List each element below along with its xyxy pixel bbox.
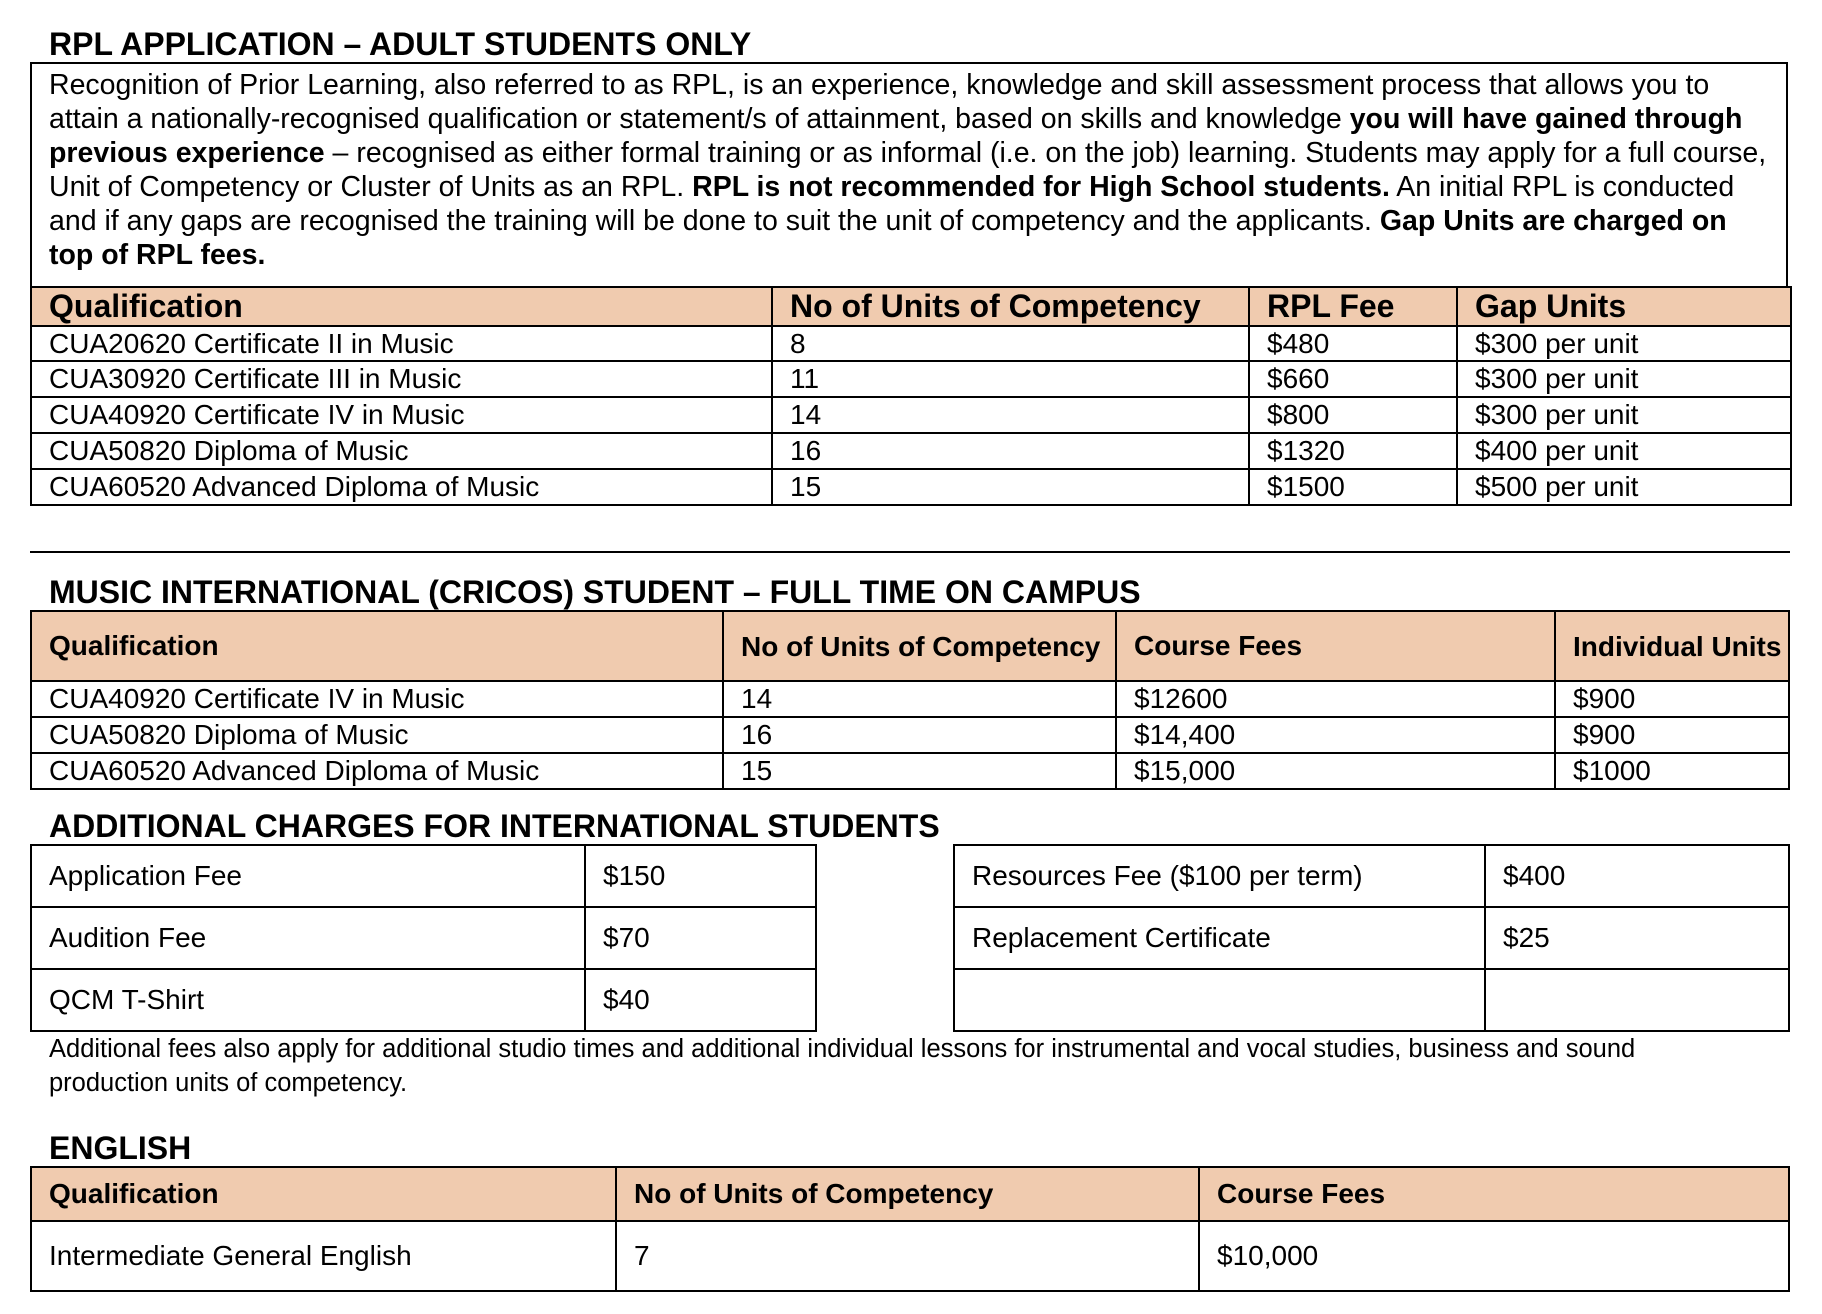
fee-cell: $480 <box>1249 326 1457 361</box>
table-row <box>31 433 1791 469</box>
table-row <box>31 753 1789 789</box>
charge-amount: $150 <box>585 845 816 907</box>
international-header-units: No of Units of Competency <box>723 611 1116 681</box>
table-row <box>31 907 816 969</box>
individual-unit-cell: $1000 <box>1555 753 1789 789</box>
international-header-individual: Individual Units <box>1555 611 1789 681</box>
fee-cell: $800 <box>1249 397 1457 433</box>
charge-label: QCM T-Shirt <box>31 969 585 1031</box>
international-header-row <box>31 611 1789 681</box>
english-title: ENGLISH <box>49 1130 192 1166</box>
charge-label: Audition Fee <box>31 907 585 969</box>
rpl-intro-text-2: – recognised as either formal training or as informal (i.e. on the job) learning. Students may apply for a full course, Unit of Competency or Cluster of Units as an RPL. <box>49 137 1767 203</box>
qualification-cell: CUA30920 Certificate III in Music <box>31 361 772 397</box>
units-cell: 15 <box>723 753 1116 789</box>
course-fee-cell: $12600 <box>1116 681 1555 717</box>
additional-charges-right-table <box>953 844 1790 1032</box>
table-row <box>31 969 816 1031</box>
english-header-fees: Course Fees <box>1199 1167 1789 1221</box>
table-row <box>954 845 1789 907</box>
rpl-header-row <box>31 287 1791 326</box>
rpl-header-units: No of Units of Competency <box>772 287 1249 326</box>
qualification-cell: CUA20620 Certificate II in Music <box>31 326 772 361</box>
additional-title: ADDITIONAL CHARGES FOR INTERNATIONAL STUDENTS <box>49 808 940 844</box>
units-cell: 14 <box>723 681 1116 717</box>
fee-cell: $660 <box>1249 361 1457 397</box>
charge-label: Replacement Certificate <box>954 907 1485 969</box>
table-row <box>954 907 1789 969</box>
qualification-cell: CUA60520 Advanced Diploma of Music <box>31 753 723 789</box>
table-row <box>31 361 1791 397</box>
english-table <box>30 1166 1790 1292</box>
table-row <box>31 717 1789 753</box>
individual-unit-cell: $900 <box>1555 681 1789 717</box>
rpl-title: RPL APPLICATION – ADULT STUDENTS ONLY <box>49 26 752 62</box>
rpl-table <box>30 286 1792 506</box>
gap-cell: $400 per unit <box>1457 433 1791 469</box>
units-cell: 15 <box>772 469 1249 505</box>
table-row <box>31 326 1791 361</box>
charge-amount: $40 <box>585 969 816 1031</box>
units-cell: 16 <box>723 717 1116 753</box>
english-header-qualification: Qualification <box>31 1167 616 1221</box>
additional-fees-note: Additional fees also apply for additional studio times and additional individual lessons for instrumental and vocal studies, business and sound production units of competency. <box>49 1035 1636 1097</box>
gap-cell: $300 per unit <box>1457 397 1791 433</box>
units-cell: 11 <box>772 361 1249 397</box>
charge-label: Application Fee <box>31 845 585 907</box>
table-row <box>954 969 1789 1031</box>
section-divider <box>30 551 1790 553</box>
fee-cell: $1320 <box>1249 433 1457 469</box>
qualification-cell: Intermediate General English <box>31 1221 616 1291</box>
international-title: MUSIC INTERNATIONAL (CRICOS) STUDENT – FULL TIME ON CAMPUS <box>49 574 1141 610</box>
charge-amount: $70 <box>585 907 816 969</box>
table-row <box>31 469 1791 505</box>
english-header-row <box>31 1167 1789 1221</box>
gap-cell: $300 per unit <box>1457 326 1791 361</box>
qualification-cell: CUA50820 Diploma of Music <box>31 717 723 753</box>
qualification-cell: CUA50820 Diploma of Music <box>31 433 772 469</box>
table-row <box>31 1221 1789 1291</box>
rpl-header-gap: Gap Units <box>1457 287 1791 326</box>
additional-charges-left-table <box>30 844 817 1032</box>
rpl-header-fee: RPL Fee <box>1249 287 1457 326</box>
qualification-cell: CUA40920 Certificate IV in Music <box>31 397 772 433</box>
english-header-units: No of Units of Competency <box>616 1167 1199 1221</box>
units-cell: 8 <box>772 326 1249 361</box>
course-fee-cell: $10,000 <box>1199 1221 1789 1291</box>
table-row <box>31 397 1791 433</box>
table-row <box>31 845 816 907</box>
units-cell: 16 <box>772 433 1249 469</box>
units-cell: 14 <box>772 397 1249 433</box>
qualification-cell: CUA60520 Advanced Diploma of Music <box>31 469 772 505</box>
units-cell: 7 <box>616 1221 1199 1291</box>
international-header-fees: Course Fees <box>1116 611 1555 681</box>
rpl-intro-bold-3: Gap Units are charged on top of RPL fees. <box>49 205 1727 271</box>
charge-amount: $25 <box>1485 907 1789 969</box>
fee-cell: $1500 <box>1249 469 1457 505</box>
rpl-intro-bold-2: RPL is not recommended for High School students. <box>692 171 1390 203</box>
gap-cell: $300 per unit <box>1457 361 1791 397</box>
course-fee-cell: $15,000 <box>1116 753 1555 789</box>
rpl-header-qualification: Qualification <box>31 287 772 326</box>
charge-amount: $400 <box>1485 845 1789 907</box>
charge-amount <box>1485 969 1789 1031</box>
gap-cell: $500 per unit <box>1457 469 1791 505</box>
charge-label <box>954 969 1485 1031</box>
international-header-qualification: Qualification <box>31 611 723 681</box>
course-fee-cell: $14,400 <box>1116 717 1555 753</box>
rpl-intro <box>30 62 1788 286</box>
table-row <box>31 681 1789 717</box>
international-table <box>30 610 1790 790</box>
charge-label: Resources Fee ($100 per term) <box>954 845 1485 907</box>
rpl-intro-bold-1: you will have gained through previous experience <box>49 103 1743 169</box>
qualification-cell: CUA40920 Certificate IV in Music <box>31 681 723 717</box>
individual-unit-cell: $900 <box>1555 717 1789 753</box>
rpl-intro-text-1: Recognition of Prior Learning, also referred to as RPL, is an experience, knowledge and skill assessment process that allows you to attain a nationally-recognised qualification or statement/s of attainment, based on skills and knowledge <box>49 69 1710 135</box>
rpl-intro-text-3: An initial RPL is conducted and if any gaps are recognised the training will be done to suit the unit of competency and the applicants. <box>49 171 1735 237</box>
